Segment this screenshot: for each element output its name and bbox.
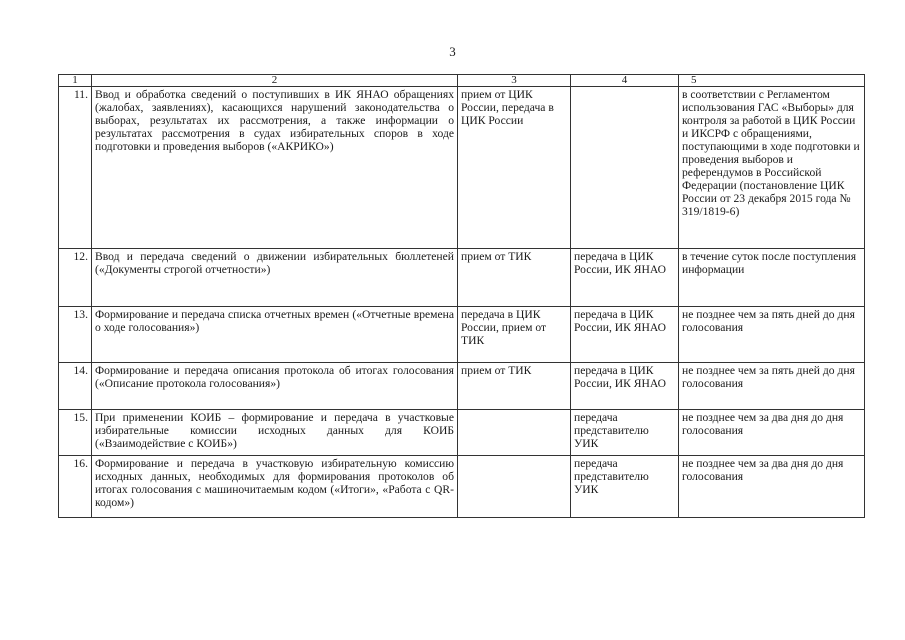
row-description: Ввод и передача сведений о движении избирательных бюллетеней («Документы строгой отчетности») xyxy=(92,249,458,307)
row-number: 12. xyxy=(59,249,92,307)
row-col3 xyxy=(458,410,571,456)
table-row xyxy=(59,87,865,249)
row-number: 16. xyxy=(59,456,92,518)
row-description: Формирование и передача в участковую избирательную комиссию исходных данных, необходимых для формирования протоколов об итогах голосования с машиночитаемым кодом («Итоги», «Работа с QR-кодом») xyxy=(92,456,458,518)
header-cell-3: 3 xyxy=(458,75,571,87)
header-cell-4: 4 xyxy=(571,75,679,87)
row-col4: передача представителю УИК xyxy=(571,410,679,456)
table-row xyxy=(59,410,865,456)
row-col5: не позднее чем за пять дней до дня голосования xyxy=(679,363,865,410)
row-col5: не позднее чем за два дня до дня голосования xyxy=(679,410,865,456)
row-col4: передача в ЦИК России, ИК ЯНАО xyxy=(571,363,679,410)
row-col4 xyxy=(571,87,679,249)
schedule-table xyxy=(58,74,865,518)
table-row xyxy=(59,307,865,363)
header-cell-5: 5 xyxy=(679,75,865,87)
header-cell-2: 2 xyxy=(92,75,458,87)
row-col5: в соответствии с Регламентом использования ГАС «Выборы» для контроля за работой в ЦИК России и ИКСРФ с обращениями, поступающими в ходе подготовки и проведения выборов и референдумов в Российской Федерации (постановление ЦИК России от 23 декабря 2015 года № 319/1819-6) xyxy=(679,87,865,249)
row-col4: передача представителю УИК xyxy=(571,456,679,518)
row-col5: в течение суток после поступления информации xyxy=(679,249,865,307)
row-description: Формирование и передача списка отчетных времен («Отчетные времена о ходе голосования») xyxy=(92,307,458,363)
table-row xyxy=(59,456,865,518)
page-number: 3 xyxy=(449,44,456,59)
row-number: 14. xyxy=(59,363,92,410)
table-header-row xyxy=(59,75,865,87)
table-row xyxy=(59,249,865,307)
row-col3: передача в ЦИК России, прием от ТИК xyxy=(458,307,571,363)
row-description: При применении КОИБ – формирование и передача в участковые избирательные комиссии исходных данных для КОИБ («Взаимодействие с КОИБ») xyxy=(92,410,458,456)
header-cell-1: 1 xyxy=(59,75,92,87)
row-col4: передача в ЦИК России, ИК ЯНАО xyxy=(571,249,679,307)
row-number: 13. xyxy=(59,307,92,363)
row-col3 xyxy=(458,456,571,518)
row-col3: прием от ЦИК России, передача в ЦИК России xyxy=(458,87,571,249)
row-col5: не позднее чем за два дня до дня голосования xyxy=(679,456,865,518)
row-number: 11. xyxy=(59,87,92,249)
table-row xyxy=(59,363,865,410)
row-col3: прием от ТИК xyxy=(458,249,571,307)
row-col3: прием от ТИК xyxy=(458,363,571,410)
row-number: 15. xyxy=(59,410,92,456)
row-description: Формирование и передача описания протокола об итогах голосования («Описание протокола голосования») xyxy=(92,363,458,410)
row-description: Ввод и обработка сведений о поступивших в ИК ЯНАО обращениях (жалобах, заявлениях), касающихся нарушений законодательства о выборах, результатах их рассмотрения, а также информации о результатах рассмотрения в судах избирательных споров в ходе подготовки и проведения выборов («АКРИКО») xyxy=(92,87,458,249)
row-col4: передача в ЦИК России, ИК ЯНАО xyxy=(571,307,679,363)
row-col5: не позднее чем за пять дней до дня голосования xyxy=(679,307,865,363)
